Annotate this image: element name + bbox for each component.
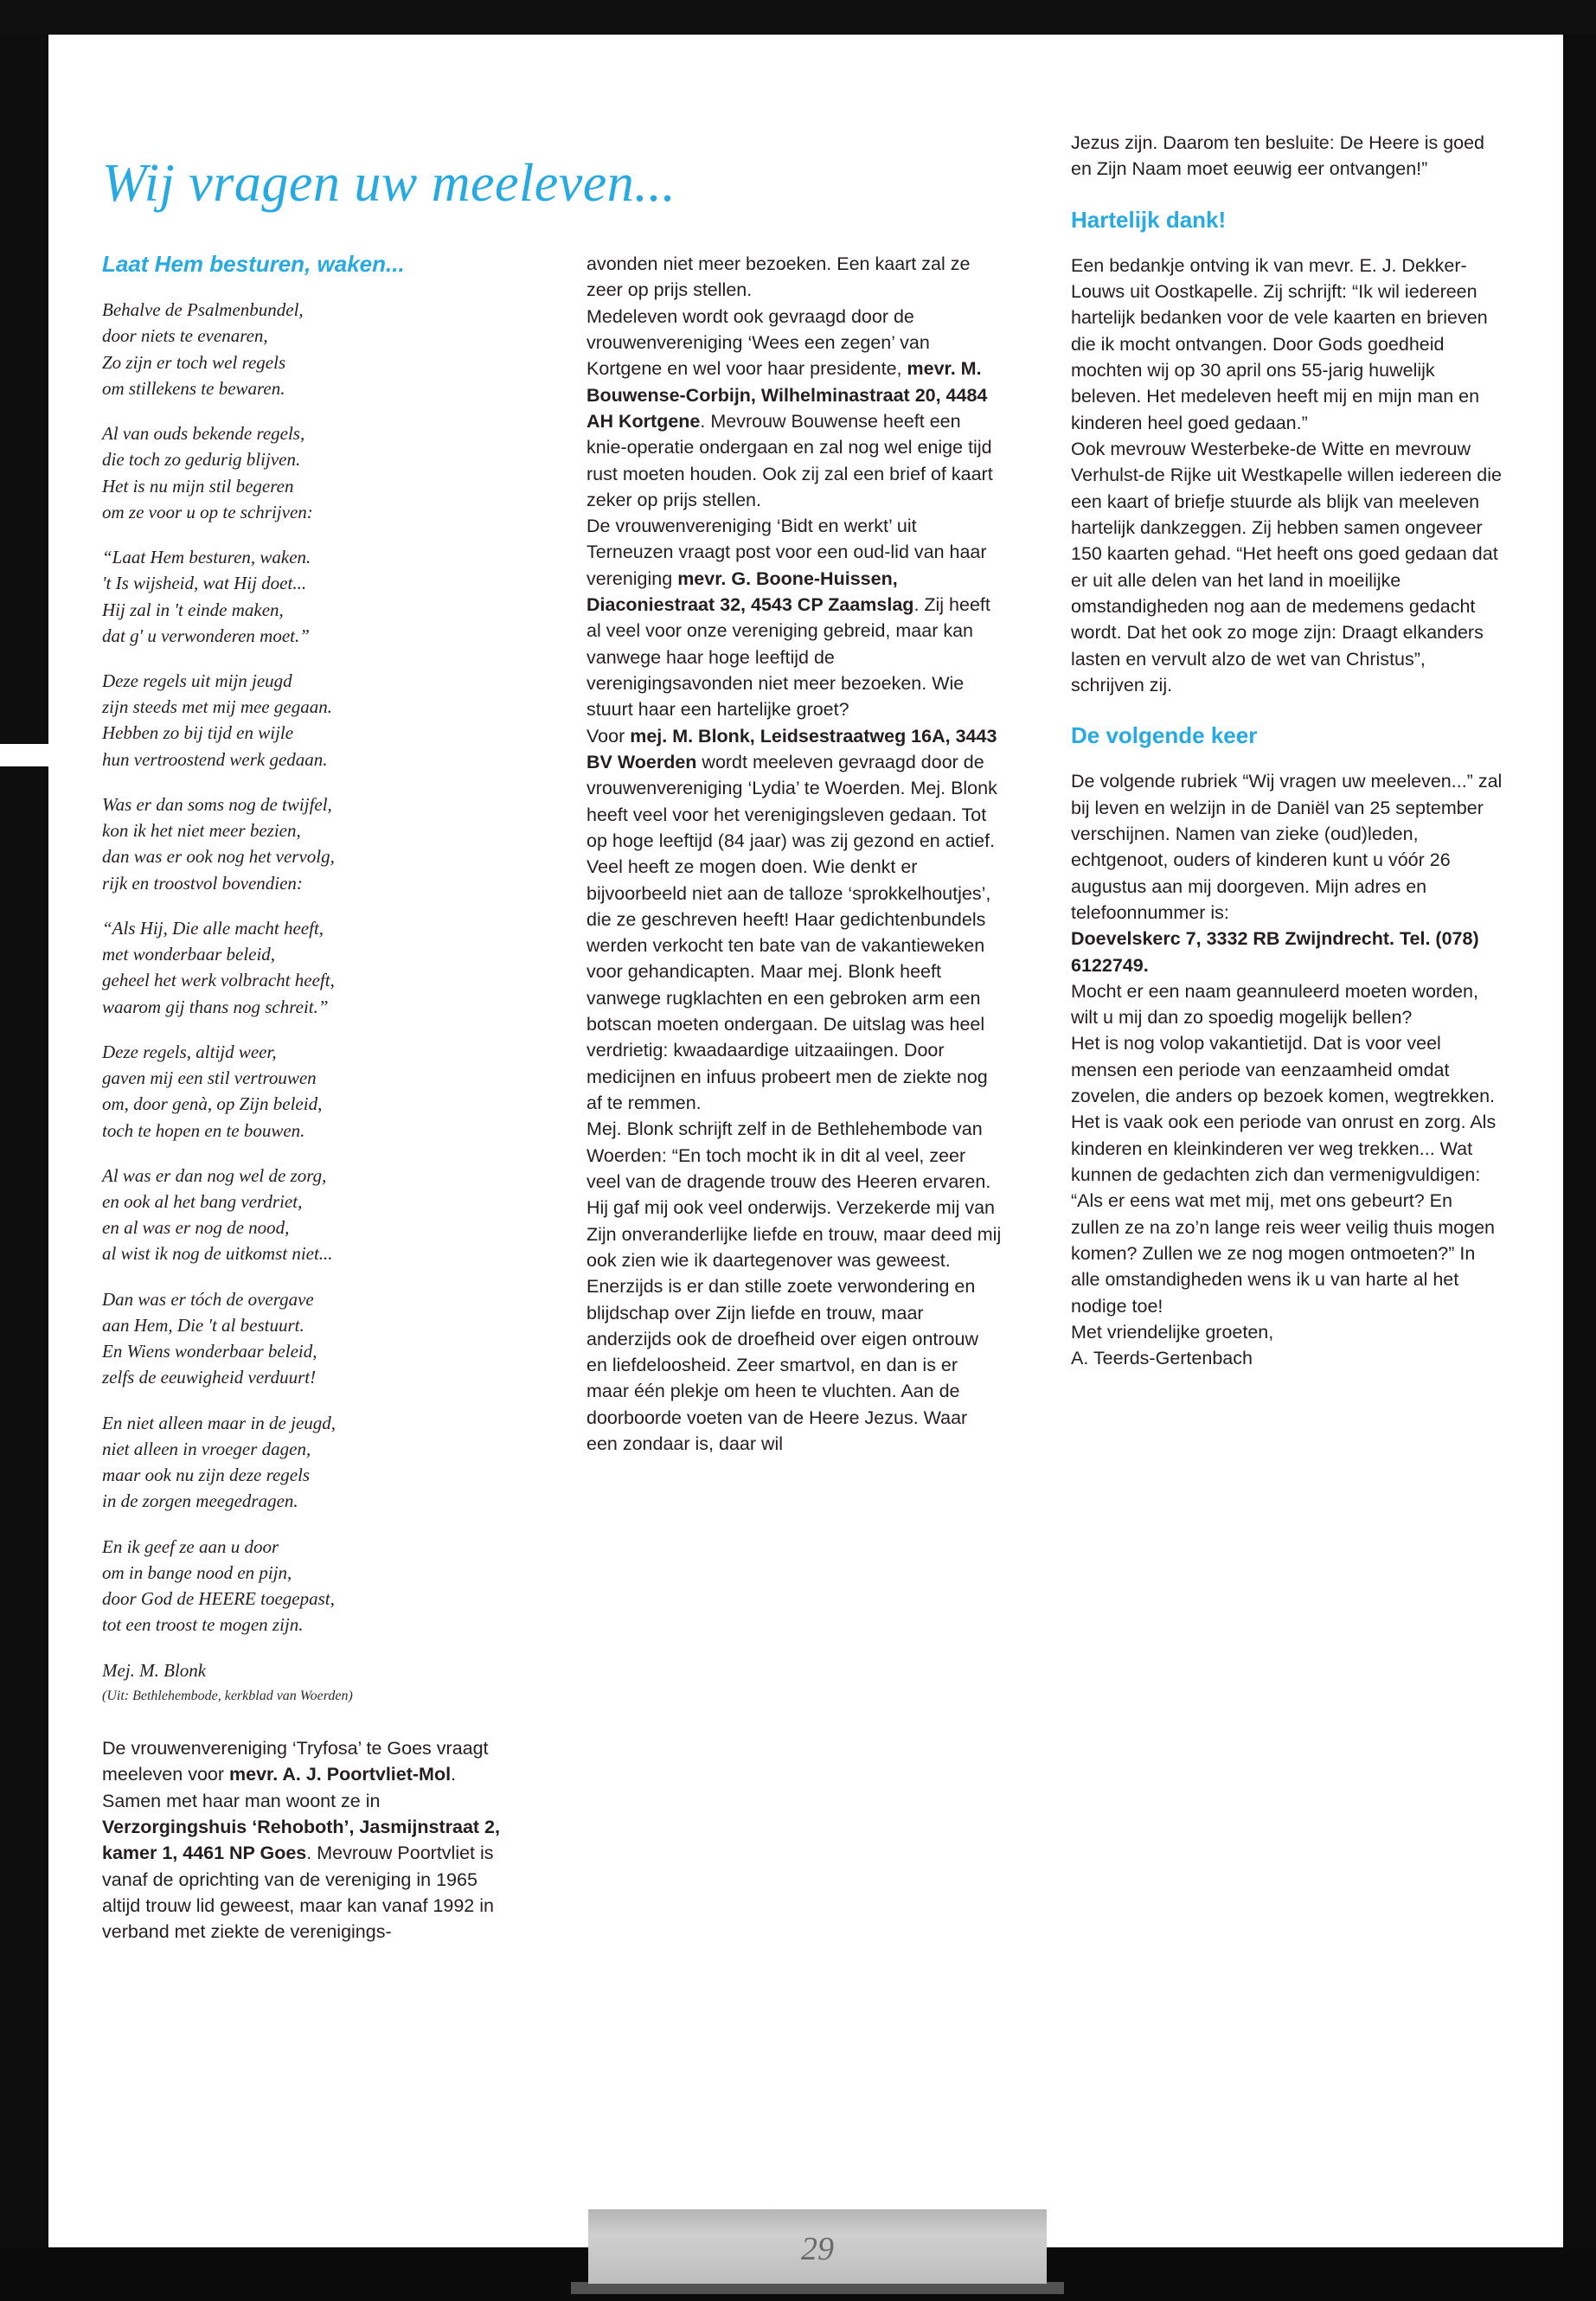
column-middle xyxy=(586,130,1002,1457)
contact-address: Doevelskerc 7, 3332 RB Zwijndrecht. Tel. (078) 6122749. xyxy=(1071,928,1479,976)
text-run: wordt meeleven gevraagd door de vrouwenvereniging ‘Lydia’ te Woerden. Mej. Blonk heeft veel voor het verenigingsleven gedaan. Tot op hoge leeftijd (84 jaar) was zij gezond en actief. Veel heeft ze mogen doen. Wie denkt er bijvoorbeeld niet aan de talloze ‘sprokkelhoutjes’, die ze geschreven heeft! Haar gedichtenbundels werden verkocht ten bate van de vakantieweken voor gehandicapten. Maar mej. Blonk heeft vanwege rugklachten en een gebroken arm een botscan moeten ondergaan. De uitslag was heel verdrietig: kwaadaardige uitzaaiingen. Door medicijnen en infuus probeert men de ziekte nog af te remmen. xyxy=(586,751,997,1113)
poem-stanza: “Als Hij, Die alle macht heeft, met wonderbaar beleid, geheel het werk volbracht heeft, waarom gij thans nog schreit.” xyxy=(102,917,335,1017)
poem-stanza: Al was er dan nog wel de zorg, en ook al het bang verdriet, en al was er nog de nood, al wist ik nog de uitkomst niet... xyxy=(102,1164,333,1265)
text-run: De vrouwenvereniging ‘Tryfosa’ te Goes vraagt meeleven voor xyxy=(102,1738,489,1785)
poem-stanza: “Laat Hem besturen, waken. 't Is wijsheid, wat Hij doet... Hij zal in 't einde maken, dat g' u verwonderen moet.” xyxy=(102,547,311,646)
page-title: Wij vragen uw meeleven... xyxy=(102,154,676,213)
poem-stanza: Deze regels uit mijn jeugd zijn steeds met mij mee gegaan. Hebben zo bij tijd en wijle hun vertroostend werk gedaan. xyxy=(102,670,332,770)
poem-signature: Mej. M. Blonk xyxy=(102,1659,207,1681)
paragraph-next-3: Het is nog volop vakantietijd. Dat is voor veel mensen een periode van eenzaamheid omdat zovelen, die anders op bezoek komen, wegtrekken. Het is vaak ook een periode van onrust en zorg. Als kinderen en kleinkinderen ver weg trekken... Wat kunnen de gedachten zich dan vermenigvuldigen: “Als er eens wat met mij, met ons gebeurt? En zullen ze na zo’n lange reis weer veilig thuis mogen komen? Zullen we ze nog mogen ontmoeten?” In alle omstandigheden wens ik u van harte al het nodige toe! xyxy=(1071,1033,1497,1317)
paragraph-boone xyxy=(586,513,1002,723)
paragraph-quote-end: Jezus zijn. Daarom ten besluite: De Heere is goed en Zijn Naam moet eeuwig eer ontvangen!” xyxy=(1071,132,1485,180)
poem-stanza: Behalve de Psalmenbundel, door niets te evenaren, Zo zijn er toch wel regels om stillekens te bewaren. xyxy=(102,299,304,399)
paragraph-blonk-quote: Mej. Blonk schrijft zelf in de Bethlehembode van Woerden: “En toch mocht ik in dit al veel, zeer veel van de dragende trouw des Heeren ervaren. Hij gaf mij ook veel onderwijs. Verzekerde mij van Zijn onveranderlijke liefde en trouw, maar deed mij ook zien wie ik daartegenover was geweest. Enerzijds is er dan stille zoete verwondering en blijdschap over Zijn liefde en trouw, maar anderzijds ook de droefheid over eigen ontrouw en liefdeloosheid. Zeer smartvol, en dan is er maar één plekje om heen te vluchten. Aan de doorboorde voeten van de Heere Jezus. Waar een zondaar is, daar wil xyxy=(586,1118,1002,1455)
text-run: . Mevrouw Poortvliet is vanaf de oprichting van de vereniging in 1965 altijd trouw lid geweest, maar kan vanaf 1992 in verband met ziekte de verenigings- xyxy=(102,1843,494,1943)
page-content xyxy=(95,130,1531,2189)
section-heading-thanks: Hartelijk dank! xyxy=(1071,206,1227,233)
paragraph-next-2: Mocht er een naam geannuleerd moeten worden, wilt u mij dan zo spoedig mogelijk bellen? xyxy=(1071,980,1478,1029)
closing-line: Met vriendelijke groeten, xyxy=(1071,1321,1274,1343)
scan-edge-notch xyxy=(0,744,66,766)
paragraph-next-1: De volgende rubriek “Wij vragen uw meeleven...” zal bij leven en welzijn in de Daniël van 25 september verschijnen. Namen van zieke (oud)leden, echtgenoot, ouders of kinderen kunt u vóór 26 augustus aan mij doorgeven. Mijn adres en telefoonnummer is: xyxy=(1071,771,1503,923)
poem-stanza: Al van ouds bekende regels, die toch zo gedurig blijven. Het is nu mijn stil begeren om ze voor u op te schrijven: xyxy=(102,423,313,522)
poem-stanza: Was er dan soms nog de twijfel, kon ik het niet meer bezien, dan was er ook nog het vervolg, rijk en troostvol bovendien: xyxy=(102,793,335,894)
column-right xyxy=(1071,130,1503,1372)
scan-edge-right xyxy=(1563,0,1596,2301)
highlight-name-address: mevr. G. Boone-Huissen, Diaconiestraat 32, 4543 CP Zaamslag xyxy=(586,567,914,616)
highlight-name-address: mej. M. Blonk, Leidsestraatweg 16A, 3443 BV Woerden xyxy=(586,725,997,772)
column-left xyxy=(102,130,517,1945)
scan-edge-left xyxy=(0,0,48,2301)
highlight-name-address: mevr. A. J. Poortvliet-Mol xyxy=(229,1764,452,1785)
poem-stanza: En ik geef ze aan u door om in bange nood en pijn, door God de HEERE toegepast, tot een troost te mogen zijn. xyxy=(102,1535,335,1636)
text-run: Voor xyxy=(586,725,631,747)
paragraph-thanks-2: Ook mevrouw Westerbeke-de Witte en mevrouw Verhulst-de Rijke uit Westkapelle willen iedereen die een kaart of briefje stuurde als blijk van meeleven hartelijk dankzeggen. Zij hebben samen ongeveer 150 kaarten gehad. “Het heeft ons goed gedaan dat er uit alle delen van het land in moeilijke omstandigheden nog aan de medemens gedacht wordt. Dat het ook zo moge zijn: Draagt elkanders lasten en vervult alzo de wet van Christus”, schrijven zij. xyxy=(1071,439,1502,695)
text-run: . Mevrouw Bouwense heeft een knie-operatie ondergaan en zal nog wel enige tijd rust moeten houden. Ook zij zal een brief of kaart zeker op prijs stellen. xyxy=(586,410,993,510)
paragraph-continuation-poortvliet: avonden niet meer bezoeken. Een kaart zal ze zeer op prijs stellen. xyxy=(586,253,971,301)
highlight-name-address: mevr. M. Bouwense-Corbijn, Wilhelminastraat 20, 4484 AH Kortgene xyxy=(586,358,988,432)
paragraph-tryfosa xyxy=(102,1735,517,1945)
poem-source: (Uit: Bethlehembode, kerkblad van Woerden) xyxy=(102,1688,353,1703)
section-heading-next: De volgende keer xyxy=(1071,722,1258,749)
folio-shadow xyxy=(571,2282,1064,2294)
poem-stanza: Dan was er tóch de overgave aan Hem, Die 't al bestuurt. En Wiens wonderbaar beleid, zelfs de eeuwigheid verduurt! xyxy=(102,1288,317,1388)
page-number: 29 xyxy=(801,2231,834,2267)
text-run: . Zij heeft al veel voor onze vereniging gebreid, maar kan vanwege haar hoge leeftijd de verenigingsavonden niet meer bezoeken. Wie stuurt haar een hartelijke groet? xyxy=(586,594,990,721)
paragraph-blonk xyxy=(586,723,1002,1117)
poem-stanza: Deze regels, altijd weer, gaven mij een stil vertrouwen om, door genà, op Zijn beleid, toch te hopen en te bouwen. xyxy=(102,1041,323,1141)
poem-stanza: En niet alleen maar in de jeugd, niet alleen in vroeger dagen, maar ook nu zijn deze regels in de zorgen meegedragen. xyxy=(102,1412,337,1512)
scan-edge-top xyxy=(0,0,1596,35)
author-signature: A. Teerds-Gertenbach xyxy=(1071,1348,1253,1369)
text-run: . Samen met haar man woont ze in xyxy=(102,1764,457,1811)
paragraph-bouwense xyxy=(586,304,1002,514)
text-run: De vrouwenvereniging ‘Bidt en werkt’ uit Terneuzen vraagt post voor een oud-lid van haar vereniging xyxy=(586,516,987,589)
paragraph-thanks-1: Een bedankje ontving ik van mevr. E. J. Dekker-Louws uit Oostkapelle. Zij schrijft: “Ik wil iedereen hartelijk bedanken voor de vele kaarten en brieven die ik mocht ontvangen. Door Gods goedheid mochten wij op 30 april ons 55-jarig huwelijk beleven. Het medeleven heeft mij en mijn man en kinderen heel goed gedaan.” xyxy=(1071,254,1488,433)
text-run: Medeleven wordt ook gevraagd door de vrouwenvereniging ‘Wees een zegen’ van Kortgene en wel voor haar presidente, xyxy=(586,305,930,380)
section-heading-poem: Laat Hem besturen, waken... xyxy=(102,251,405,277)
folio-plate xyxy=(588,2209,1047,2284)
poem-stanzas xyxy=(102,297,517,1638)
highlight-name-address: Verzorgingshuis ‘Rehoboth’, Jasmijnstraat 2, kamer 1, 4461 NP Goes xyxy=(102,1817,500,1864)
